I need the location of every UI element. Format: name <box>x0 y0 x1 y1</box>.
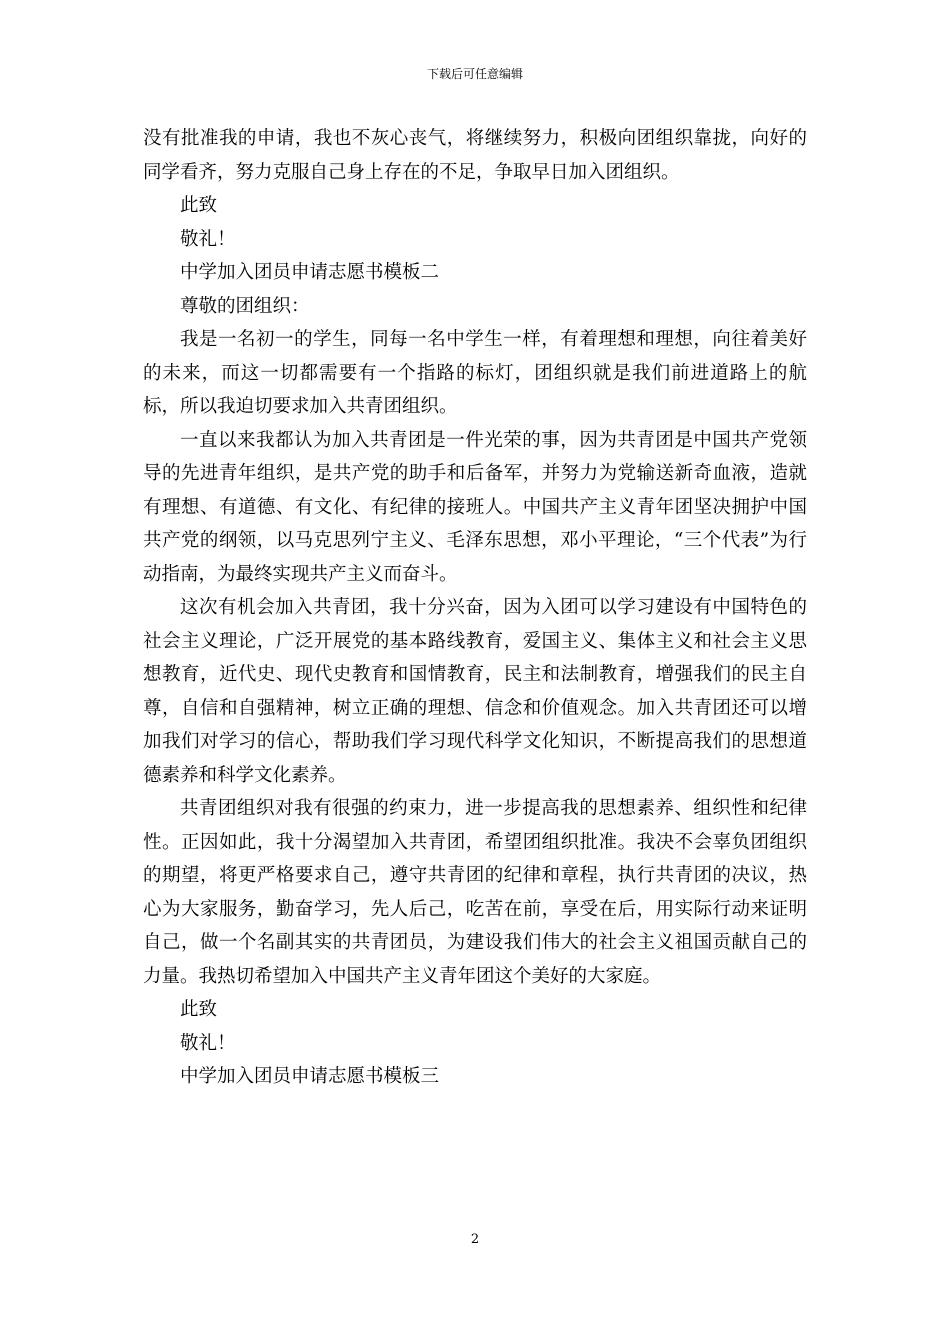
paragraph-continuation: 没有批准我的申请，我也不灰心丧气，将继续努力，积极向团组织靠拢，向好的同学看齐，努力克服自己身上存在的不足，争取早日加入团组织。 <box>143 128 807 183</box>
paragraph-opportunity: 这次有机会加入共青团，我十分兴奋，因为入团可以学习建设有中国特色的社会主义理论，广泛开展党的基本路线教育，爱国主义、集体主义和社会主义思想教育，近代史、现代史教育和国情教育，民主和法制教育，增强我们的民主自尊，自信和自强精神，树立正确的理想、信念和价值观念。加入共青团还可以增加我们对学习的信心，帮助我们学习现代科学文化知识，不断提高我们的思想道德素养和科学文化素养。 <box>143 597 807 786</box>
page-number: 2 <box>470 1232 480 1247</box>
paragraph-honor: 一直以来我都认为加入共青团是一件光荣的事，因为共青团是中国共产党领导的先进青年组织，是共产党的助手和后备军，并努力为党输送新奇血液，造就有理想、有道德、有文化、有纪律的接班人。中国共产主义青年团坚决拥护中国共产党的纲领，以马克思列宁主义、毛泽东思想，邓小平理论，“三个代表”为行动指南，为最终实现共产主义而奋斗。 <box>143 429 807 585</box>
document-body <box>143 122 807 1094</box>
closing-regards: 敬礼！ <box>180 1032 236 1054</box>
closing-salutation: 此致 <box>180 195 218 216</box>
section-title-template-3: 中学加入团员申请志愿书模板三 <box>180 1066 440 1087</box>
section-title-template-2: 中学加入团员申请志愿书模板二 <box>180 262 440 283</box>
closing-salutation: 此致 <box>180 999 218 1020</box>
paragraph-intro: 我是一名初一的学生，同每一名中学生一样，有着理想和理想，向往着美好的未来，而这一切都需要有一个指路的标灯，团组织就是我们前进道路上的航标，所以我迫切要求加入共青团组织。 <box>143 329 807 417</box>
paragraph-commitment: 共青团组织对我有很强的约束力，进一步提高我的思想素养、组织性和纪律性。正因如此，我十分渴望加入共青团，希望团组织批准。我决不会辜负团组织的期望，将更严格要求自己，遵守共青团的纪律和章程，执行共青团的决议，热心为大家服务，勤奋学习，先人后己，吃苦在前，享受在后，用实际行动来证明自己，做一个名副其实的共青团员，为建设我们伟大的社会主义祖国贡献自己的力量。我热切希望加入中国共产主义青年团这个美好的大家庭。 <box>143 798 807 987</box>
page-header: 下载后可任意编辑 <box>426 67 523 81</box>
closing-regards: 敬礼！ <box>180 228 236 250</box>
letter-greeting: 尊敬的团组织： <box>180 295 310 317</box>
